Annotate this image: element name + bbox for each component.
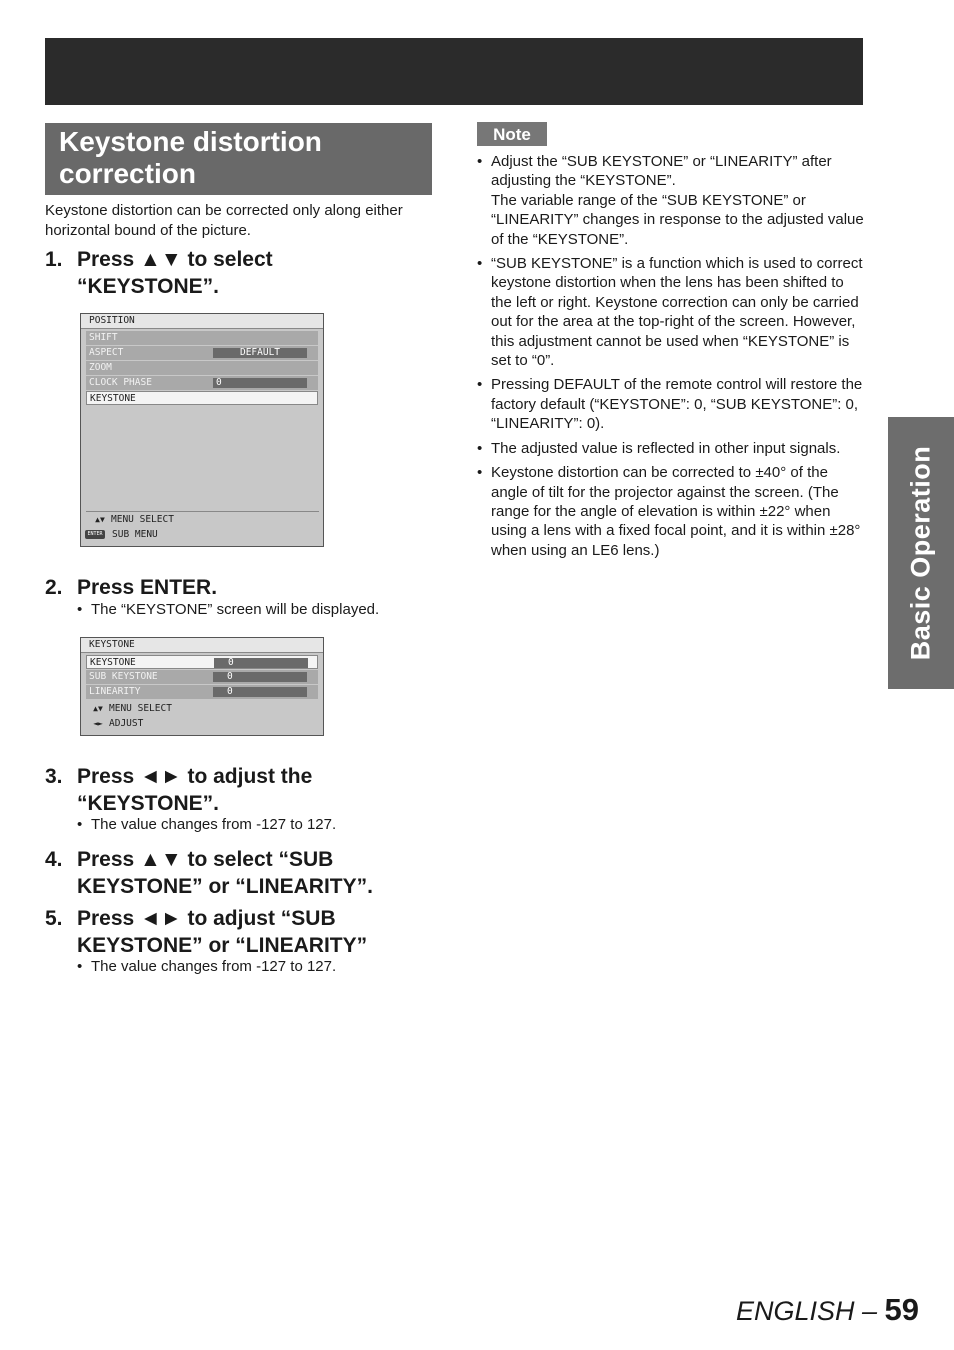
step-2-bullet: • The “KEYSTONE” screen will be displayed. [77, 601, 380, 618]
osd-value: DEFAULT [213, 348, 307, 358]
osd-hint-sub-menu: ENTER SUB MENU [85, 528, 158, 542]
header-bar [45, 38, 863, 105]
osd-row-sub-keystone[interactable]: SUB KEYSTONE 0 [86, 670, 318, 684]
osd-row-keystone[interactable]: KEYSTONE [86, 391, 318, 405]
note-item: • Pressing DEFAULT of the remote control will restore the factory default (“KEYSTONE”: 0, “SUB KEYSTONE”: 0, “LINEARITY”: 0). [477, 376, 863, 433]
osd-hint-adjust: ◄► ADJUST [87, 717, 143, 731]
osd-divider [86, 511, 319, 512]
osd-value: 0 [213, 687, 307, 697]
osd-value: 0 [214, 658, 308, 668]
note-item: • Adjust the “SUB KEYSTONE” or “LINEARITY” after adjusting the “KEYSTONE”. The variable range of the “SUB KEYSTONE” or “LINEARITY” changes in response to the adjusted value of the “KEYSTONE”. [477, 153, 864, 248]
osd-row-shift[interactable]: SHIFT [86, 331, 318, 345]
note-item: • Keystone distortion can be corrected to ±40° of the angle of tilt for the projector against the screen. (The range for the angle of elevation is within ±22° when using a lens with a fixed focal point, and it is within ±28° when using an LE6 lens.) [477, 464, 861, 559]
step-5-bullet: • The value changes from -127 to 127. [77, 958, 337, 975]
step-5: 5. Press ◄► to adjust “SUB KEYSTONE” or “LINEARITY” [45, 907, 368, 957]
section-title: Keystone distortion correction [45, 123, 432, 195]
osd-value: 0 [213, 672, 307, 682]
osd-keystone-menu [80, 637, 324, 736]
note-item: • The adjusted value is reflected in other input signals. [477, 439, 841, 457]
left-right-arrows-icon: ◄► [93, 719, 103, 728]
step-1: 1. Press ▲▼ to select “KEYSTONE”. [45, 248, 273, 298]
osd-row-linearity[interactable]: LINEARITY 0 [86, 685, 318, 699]
osd-hint-menu-select: ▲▼ MENU SELECT [89, 513, 174, 527]
up-down-arrows-icon: ▲▼ [93, 704, 103, 713]
up-down-arrows-icon: ▲▼ [95, 515, 105, 524]
enter-key-icon: ENTER [85, 530, 105, 539]
footer-language: ENGLISH – [735, 1296, 885, 1326]
osd-title: KEYSTONE [81, 638, 323, 653]
step-3: 3. Press ◄► to adjust the “KEYSTONE”. [45, 765, 313, 815]
note-list [477, 152, 865, 565]
osd-row-keystone[interactable]: KEYSTONE 0 [86, 655, 318, 669]
osd-row-zoom[interactable]: ZOOM [86, 361, 318, 375]
osd-row-aspect[interactable]: ASPECT DEFAULT [86, 346, 318, 360]
side-tab-basic-operation: Basic Operation [888, 417, 954, 689]
osd-position-menu [80, 313, 324, 547]
intro-text: Keystone distortion can be corrected only along either horizontal bound of the picture. [45, 202, 403, 239]
note-item: • “SUB KEYSTONE” is a function which is used to correct keystone distortion when the lens has been shifted to the left or right. Keystone correction can only be carried out for the area at the top-right of the screen. However, this adjustment cannot be used when “KEYSTONE” is set to “0”. [477, 255, 863, 370]
osd-value: 0 [213, 378, 307, 388]
osd-title: POSITION [81, 314, 323, 329]
page-footer [736, 1292, 919, 1329]
step-2: 2. Press ENTER. [45, 576, 218, 599]
step-4: 4. Press ▲▼ to select “SUB KEYSTONE” or “LINEARITY”. [45, 848, 373, 898]
page-number: 59 [884, 1292, 919, 1327]
osd-hint-menu-select: ▲▼ MENU SELECT [87, 702, 172, 716]
osd-row-clock-phase[interactable]: CLOCK PHASE 0 [86, 376, 318, 390]
note-label: Note [477, 122, 547, 146]
step-3-bullet: • The value changes from -127 to 127. [77, 816, 337, 833]
